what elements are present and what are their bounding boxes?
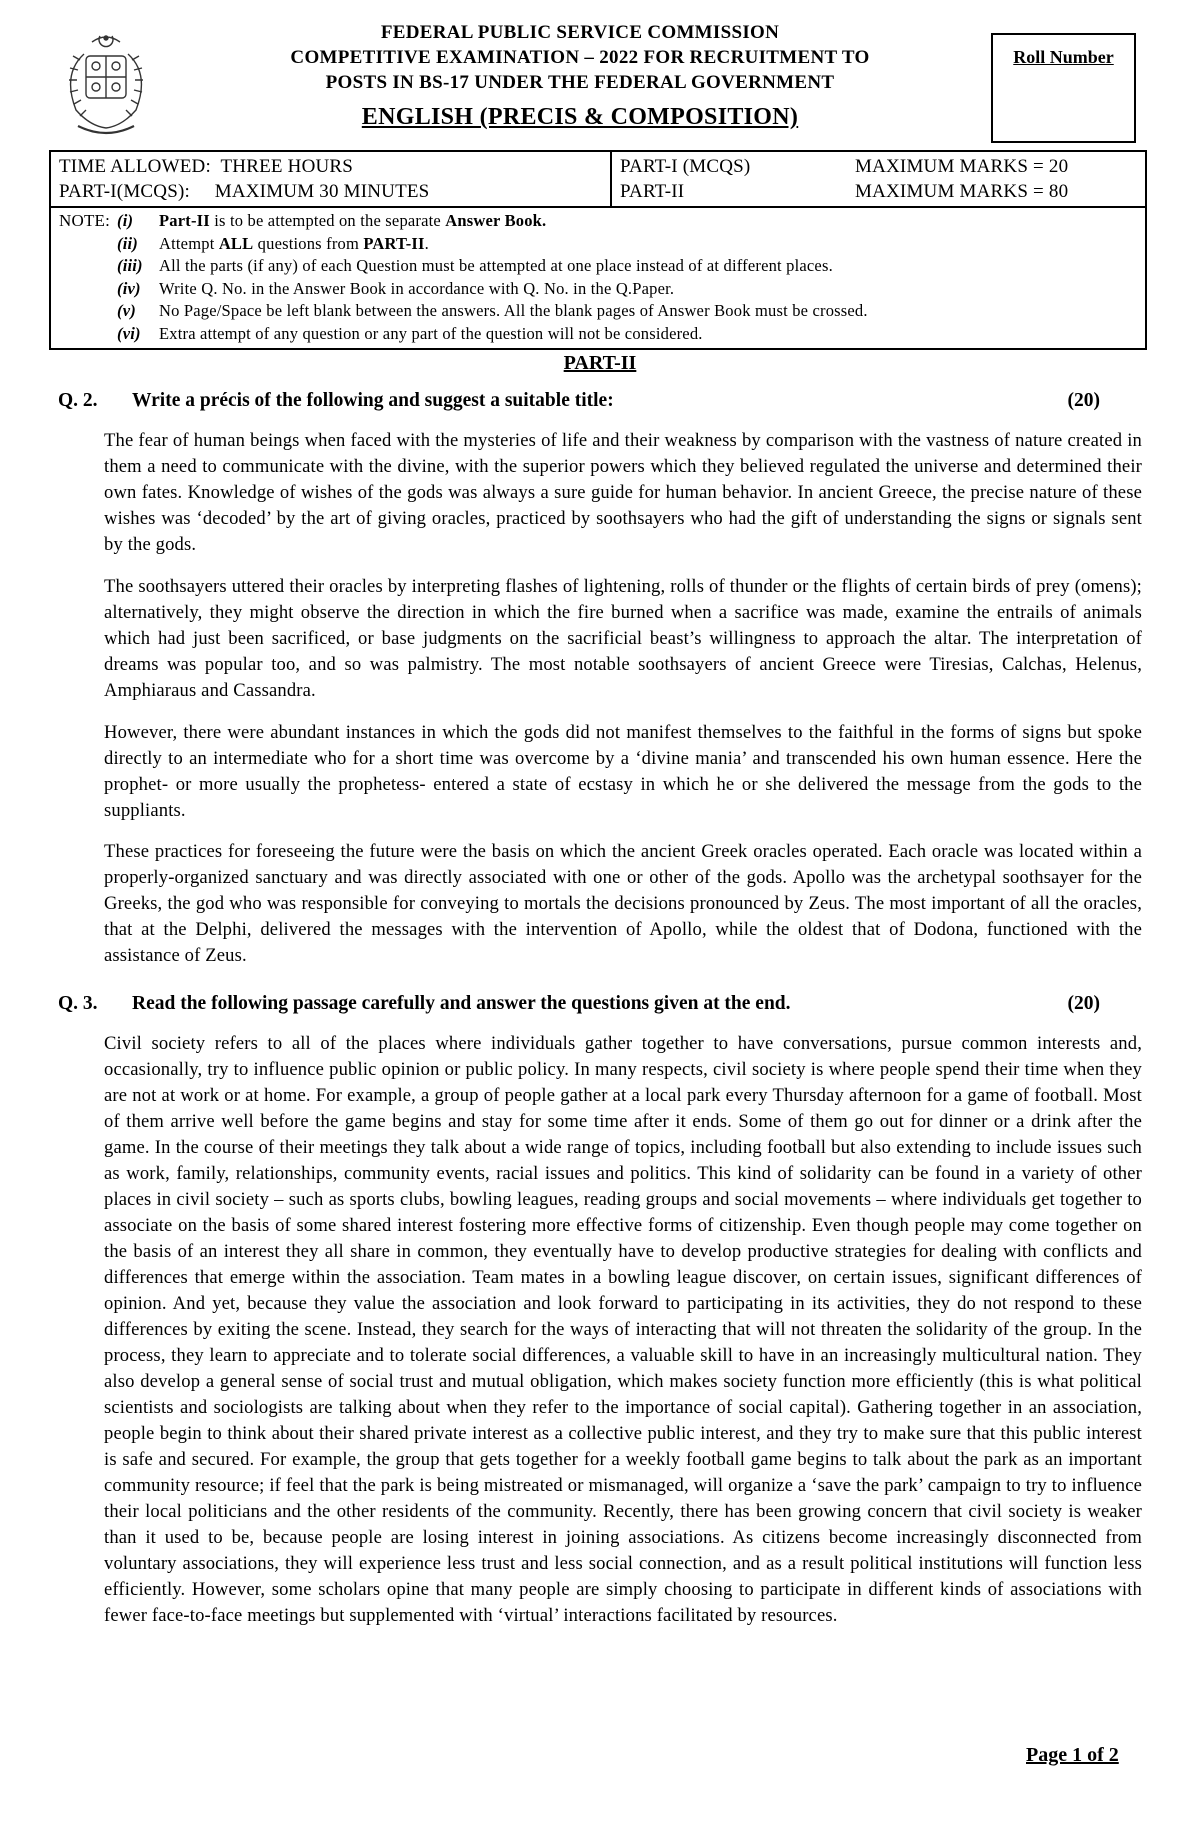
- exam-info-table: [49, 150, 1147, 350]
- paragraph: However, there were abundant instances in which the gods did not manifest themselves to the faithful in the forms of signs but spoke directly to an intermediate who for a short time was overcome by a ‘divine mania’ and transcended his own human essence. Here the prophet- or more usually the prophetess- entered a state of ecstasy in which he or she delivered the message from the gods to the suppliants.: [104, 722, 1142, 821]
- roll-number-box: [991, 33, 1136, 143]
- note-text: Part-II is to be attempted on the separate Answer Book.: [159, 211, 547, 230]
- note-text: Extra attempt of any question or any part of the question will not be considered.: [159, 323, 703, 343]
- part1-time: PART-I(MCQS): MAXIMUM 30 MINUTES: [59, 181, 430, 202]
- note-number: (vi): [117, 323, 141, 343]
- question-title: Write a précis of the following and suggest a suitable title:: [132, 390, 614, 411]
- question-3-heading: [58, 993, 1100, 1015]
- note-item: [59, 233, 1137, 256]
- part1-marks: MAXIMUM MARKS = 20: [855, 156, 1069, 177]
- subject-title: ENGLISH (PRECIS & COMPOSITION): [361, 104, 799, 130]
- note-item: [59, 300, 1137, 323]
- paragraph: Civil society refers to all of the places where individuals gather together to have conversations, pursue common interests and, occasionally, try to influence public opinion or public policy. In many respects, civil society is where people spend their time when they are not at work or at home. For example, a group of people gather at a local park every Thursday afternoon for a game of football. Most of them arrive well before the game begins and stay for some time after it ends. Some of them go out for dinner or a drink after the game. In the course of their meetings they talk about a wide range of topics, including football but also extending to include issues such as work, family, relationships, community events, racial issues and politics. This kind of solidarity can be found in a variety of other places in civil society – such as sports clubs, bowling leagues, reading groups and social movements – where individuals get together to associate on the basis of some shared interest fostering more effective forms of citizenship. Even though people may come together on the basis of an interest they all share in common, they eventually have to develop productive strategies for dealing with conflicts and differences that emerge within the association. Team mates in a bowling league discover, on certain issues, significant differences of opinion. And yet, because they value the association and look forward to participating in its activities, they do not respond to these differences by exiting the scene. Instead, they search for the ways of interacting that will not threaten the solidarity of the group. In the process, they learn to appreciate and to tolerate social differences, a valuable skill to have in an increasingly multicultural nation. They also develop a general sense of social trust and mutual obligation, which makes society function more efficiently (this is what political scientists and sociologists are talking about when they refer to the importance of social capital). Gathering together in an association, people begin to think about their shared private interest as a collective public interest, and they try to make sure that this public interest is safe and secured. For example, the group that gets together for a weekly football game begins to talk about the park as an important community resource; if feel that the park is being mistreated or mismanaged, will organize a ‘save the park’ campaign to try to influence their local politicians and the other residents of the community. Recently, there has been growing concern that civil society is weaker than it used to be, because people are losing interest in joining associations. As citizens become increasingly disconnected from voluntary associations, they will experience less trust and less social connection, and as a result political institutions will function less efficiently. However, some scholars opine that many people are simply choosing to participate in different kinds of associations with fewer face-to-face meetings but supplemented with ‘virtual’ interactions facilitated by resources.: [104, 1033, 1142, 1626]
- note-text: Write Q. No. in the Answer Book in accordance with Q. No. in the Q.Paper.: [159, 278, 675, 298]
- note-number: (iv): [117, 278, 141, 298]
- part2-marks: MAXIMUM MARKS = 80: [855, 181, 1069, 202]
- exam-header: [0, 20, 1200, 140]
- paragraph: The fear of human beings when faced with the mysteries of life and their weakness by comparison with the vastness of nature created in them a need to communicate with the divine, with the superior powers which they believed regulated the universe and determined their own fates. Knowledge of wishes of the gods was always a sure guide for human behavior. In ancient Greece, the precise nature of these wishes was ‘decoded’ by the art of giving oracles, practiced by soothsayers who had the gift of understanding the signs or signals sent by the gods.: [104, 430, 1142, 555]
- notes-cell: [50, 207, 1146, 349]
- note-label: NOTE:: [59, 211, 111, 230]
- part2-label: PART-II: [620, 181, 685, 202]
- paragraph: The soothsayers uttered their oracles by interpreting flashes of lightening, rolls of thunder or the flights of certain birds of prey (omens); alternatively, they might observe the direction in which the fire burned when a sacrifice was made, examine the entrails of animals which had just been sacrificed, or base judgments on the sacrificial beast’s willingness to approach the altar. The interpretation of dreams was popular too, and so was palmistry. The most notable soothsayers of ancient Greece were Tiresias, Calchas, Helenus, Amphiaraus and Cassandra.: [104, 576, 1142, 701]
- exam-title-block: [200, 20, 960, 131]
- note-text: All the parts (if any) of each Question must be attempted at one place instead of at different places.: [159, 256, 833, 275]
- note-item: [59, 255, 1137, 278]
- note-number: (iii): [117, 256, 143, 275]
- question-title: Read the following passage carefully and answer the questions given at the end.: [132, 993, 791, 1014]
- note-item: [59, 323, 1137, 346]
- note-text: Attempt ALL questions from PART-II.: [159, 233, 429, 253]
- question-number: Q. 3.: [58, 993, 98, 1014]
- note-number: (ii): [117, 233, 138, 253]
- exam-scope: POSTS IN BS-17 UNDER THE FEDERAL GOVERNMENT: [325, 72, 835, 93]
- time-info-cell: [50, 151, 611, 207]
- part1-label: PART-I (MCQS): [620, 156, 751, 177]
- note-number: (v): [117, 301, 136, 320]
- commission-name: FEDERAL PUBLIC SERVICE COMMISSION: [380, 22, 780, 43]
- note-item: [59, 278, 1137, 301]
- paragraph: These practices for foreseeing the future were the basis on which the ancient Greek oracles operated. Each oracle was located within a properly-organized sanctuary and was directly associated with one or other of the gods. Apollo was the archetypal soothsayer for the Greeks, the god who was responsible for conveying to mortals the decisions pronounced by Zeus. The most important of all the oracles, that at the Delphi, delivered the messages with the intervention of Apollo, while the oldest that of Dodona, functioned with the assistance of Zeus.: [104, 841, 1142, 966]
- note-text: No Page/Space be left blank between the answers. All the blank pages of Answer Book must be crossed.: [159, 301, 868, 320]
- marks-info-cell: [611, 151, 1146, 207]
- roll-number-label: Roll Number: [1013, 47, 1114, 67]
- note-item: [59, 210, 1137, 233]
- page-number: Page 1 of 2: [1026, 1744, 1119, 1766]
- government-emblem-icon: [56, 30, 156, 140]
- part-title: PART-II: [563, 352, 637, 374]
- question-number: Q. 2.: [58, 390, 98, 411]
- question-marks: (20): [1067, 993, 1100, 1014]
- note-number: (i): [117, 211, 134, 230]
- time-allowed: TIME ALLOWED: THREE HOURS: [59, 156, 354, 177]
- exam-name: COMPETITIVE EXAMINATION – 2022 FOR RECRUITMENT TO: [290, 47, 870, 68]
- question-2-heading: [58, 390, 1100, 412]
- question-marks: (20): [1067, 390, 1100, 411]
